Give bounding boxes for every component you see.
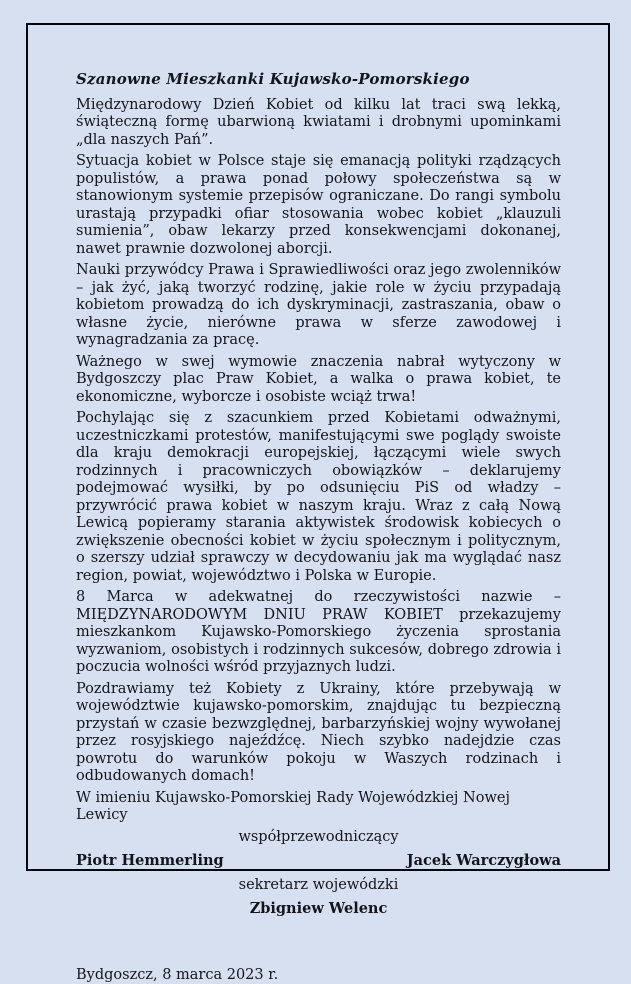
letter-content xyxy=(28,25,608,984)
secretary-role-label: sekretarz wojewódzki xyxy=(76,877,561,895)
cochair-signatures-row xyxy=(76,852,561,870)
closing-line: W imieniu Kujawsko-Pomorskiej Rady Wojewódzkiej Nowej Lewicy xyxy=(76,790,561,825)
paragraph-square: Ważnego w swej wymowie znaczenia nabrał wytyczony w Bydgoszczy plac Praw Kobiet, a walka o prawa kobiet, te ekonomiczne, wyborcze i osobiste wciąż trwa! xyxy=(76,354,561,407)
paragraph-declaration: Pochylając się z szacunkiem przed Kobietami odważnymi, uczestniczkami protestów, manifestującymi swe poglądy swoiste dla kraju demokracji europejskiej, łączącymi wiele swych rodzinnych i pracowniczych obowiązków – deklarujemy podejmować wysiłki, by po odsunięciu PiS od władzy – przywrócić prawa kobiet w naszym kraju. Wraz z całą Nową Lewicą popieramy starania aktywistek środowisk kobiecych o zwiększenie obecności kobiet w życiu społecznym i politycznym, o szerszy udział sprawczy w decydowaniu jak ma wyglądać nasz region, powiat, województwo i Polska w Europie. xyxy=(76,410,561,585)
paragraph-womens-day: Międzynarodowy Dzień Kobiet od kilku lat traci swą lekką, świąteczną formę ubarwioną kwiatami i drobnymi upominkami „dla naszych Pań”. xyxy=(76,97,561,150)
paragraph-wishes: 8 Marca w adekwatnej do rzeczywistości nazwie – MIĘDZYNARODOWYM DNIU PRAW KOBIET przekazujemy mieszkankom Kujawsko-Pomorskiego życzenia sprostania wyzwaniom, osobistych i rodzinnych sukcesów, dobrego zdrowia i poczucia wolności wśród przyjaznych ludzi. xyxy=(76,589,561,677)
dateline: Bydgoszcz, 8 marca 2023 r. xyxy=(76,967,561,984)
cochair-role-label: współprzewodniczący xyxy=(76,829,561,847)
paragraph-ukraine: Pozdrawiamy też Kobiety z Ukrainy, które przebywają w województwie kujawsko-pomorskim, znajdując tu bezpieczną przystań w czasie bezwzględnej, barbarzyńskiej wojny wywołanej przez rosyjskiego najeźdźcę. Niech szybko nadejdzie czas powrotu do warunków pokoju w Waszych rodzinach i odbudowanych domach! xyxy=(76,681,561,786)
signature-cochair-right: Jacek Warczygłowa xyxy=(407,852,561,870)
paragraph-teachings: Nauki przywódcy Prawa i Sprawiedliwości oraz jego zwolenników – jak żyć, jaką tworzyć rodzinę, jakie role w życiu przypadają kobietom prowadzą do ich dyskryminacji, zastraszania, obaw o własne życie, nierówne prawa w sferze zawodowej i wynagradzania za pracę. xyxy=(76,262,561,350)
paragraph-situation: Sytuacja kobiet w Polsce staje się emanacją polityki rządzących populistów, a prawa ponad połowy społeczeństwa są w stanowionym systemie przepisów ograniczane. Do rangi symbolu urastają przypadki ofiar stosowania wobec kobiet „klauzuli sumienia”, obaw lekarzy przed konsekwencjami dokonanej, nawet prawnie dozwolonej aborcji. xyxy=(76,153,561,258)
salutation: Szanowne Mieszkanki Kujawsko-Pomorskiego xyxy=(76,71,561,89)
signature-cochair-left: Piotr Hemmerling xyxy=(76,852,224,870)
letter-page xyxy=(26,23,610,871)
signature-secretary: Zbigniew Welenc xyxy=(76,900,561,918)
